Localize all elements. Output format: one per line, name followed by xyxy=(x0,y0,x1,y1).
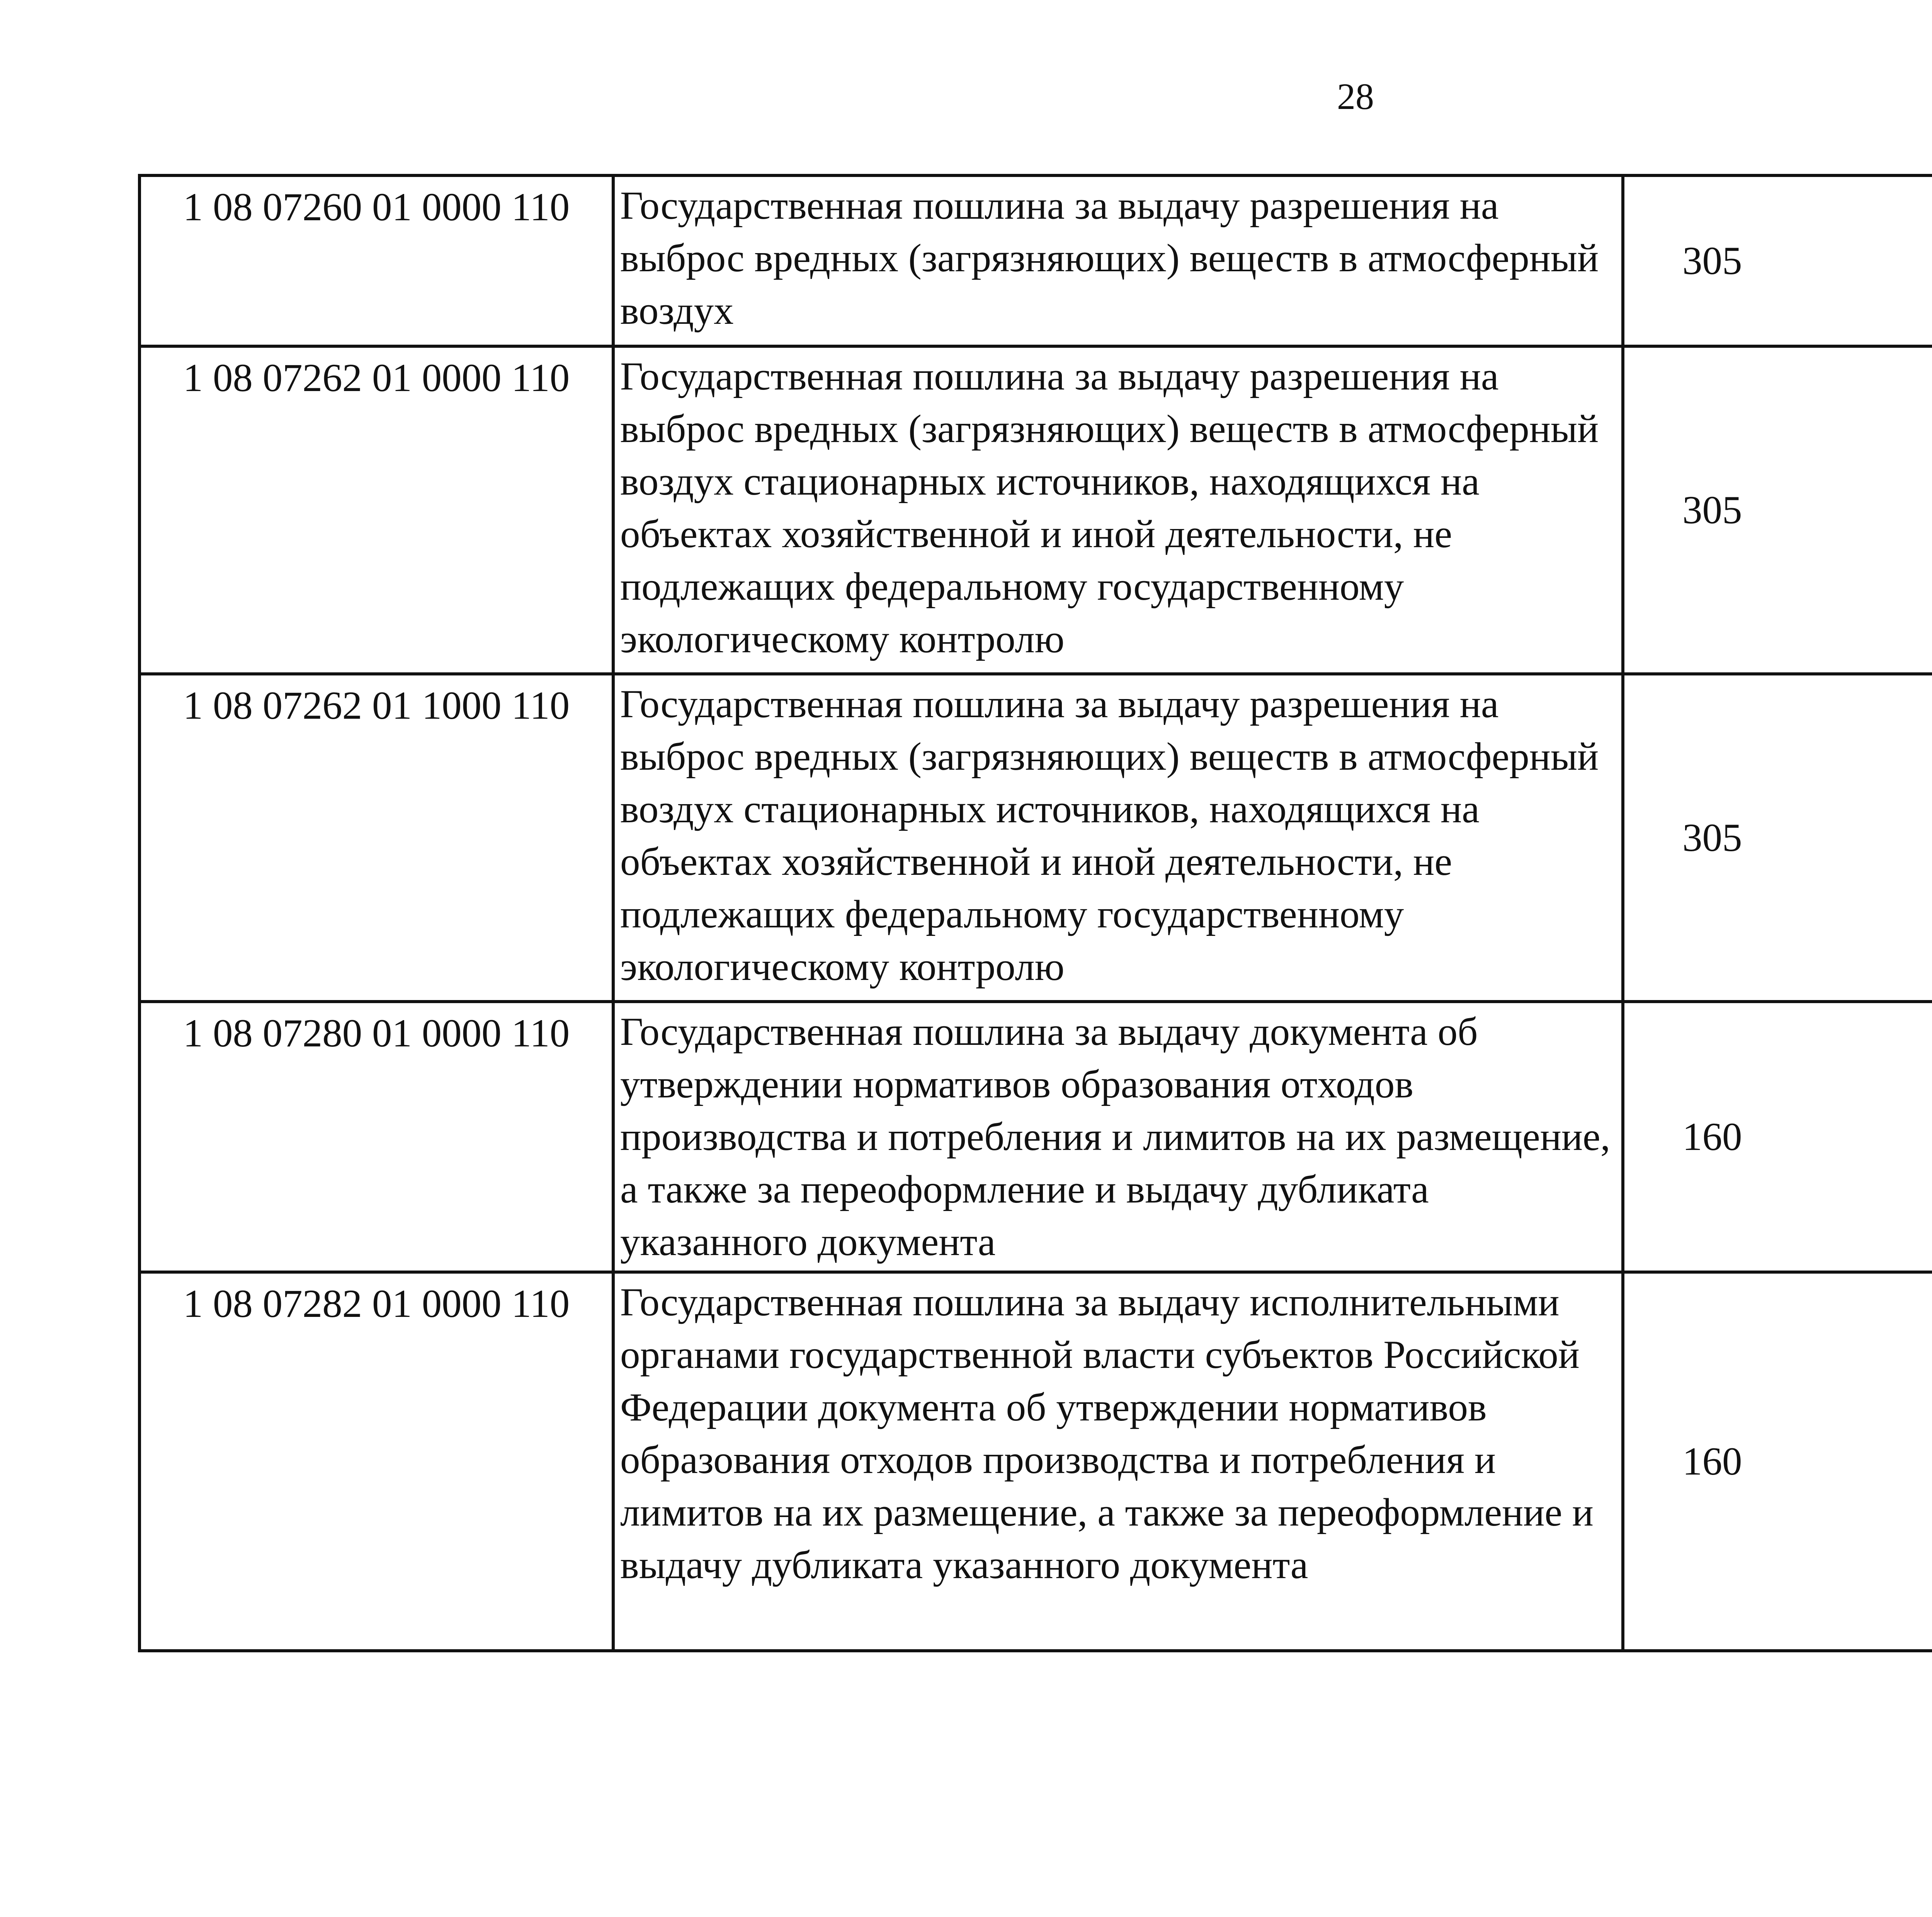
value-text: 160 xyxy=(1682,1439,1742,1483)
description-cell: Государственная пошлина за выдачу разрешения на выброс вредных (загрязняющих) веществ в атмосферный воздух стационарных источников, находящихся на объектах хозяйственной и иной деятельности, не подлежащих федеральному государственному экологическому контролю xyxy=(613,674,1623,1002)
table-row xyxy=(139,175,1932,346)
budget-code-cell: 1 08 07262 01 0000 110 xyxy=(139,346,613,674)
budget-code-cell: 1 08 07282 01 0000 110 xyxy=(139,1272,613,1651)
table-row xyxy=(139,346,1932,674)
table-row xyxy=(139,674,1932,1002)
value-text: 305 xyxy=(1682,488,1742,532)
description-cell: Государственная пошлина за выдачу разрешения на выброс вредных (загрязняющих) веществ в атмосферный воздух xyxy=(613,175,1623,346)
description-cell: Государственная пошлина за выдачу документа об утверждении нормативов образования отходов производства и потребления и лимитов на их размещение, а также за переоформление и выдачу дубликата указанного документа xyxy=(613,1002,1623,1272)
value-cell xyxy=(1623,175,1932,346)
table-row xyxy=(139,1272,1932,1651)
value-text: 305 xyxy=(1682,239,1742,283)
table-row xyxy=(139,1002,1932,1272)
value-cell xyxy=(1623,1002,1932,1272)
description-cell: Государственная пошлина за выдачу разрешения на выброс вредных (загрязняющих) веществ в атмосферный воздух стационарных источников, находящихся на объектах хозяйственной и иной деятельности, не подлежащих федеральному государственному экологическому контролю xyxy=(613,346,1623,674)
budget-code-cell: 1 08 07280 01 0000 110 xyxy=(139,1002,613,1272)
description-cell: Государственная пошлина за выдачу исполнительными органами государственной власти субъектов Российской Федерации документа об утверждении нормативов образования отходов производства и потребления и лимитов на их размещение, а также за переоформление и выдачу дубликата указанного документа xyxy=(613,1272,1623,1651)
budget-code-cell: 1 08 07262 01 1000 110 xyxy=(139,674,613,1002)
fees-table xyxy=(138,174,1932,1652)
budget-code-cell: 1 08 07260 01 0000 110 xyxy=(139,175,613,346)
page-number: 28 xyxy=(1337,76,1374,117)
value-cell xyxy=(1623,1272,1932,1651)
value-text: 160 xyxy=(1682,1115,1742,1159)
value-text: 305 xyxy=(1682,816,1742,860)
value-cell xyxy=(1623,346,1932,674)
value-cell xyxy=(1623,674,1932,1002)
